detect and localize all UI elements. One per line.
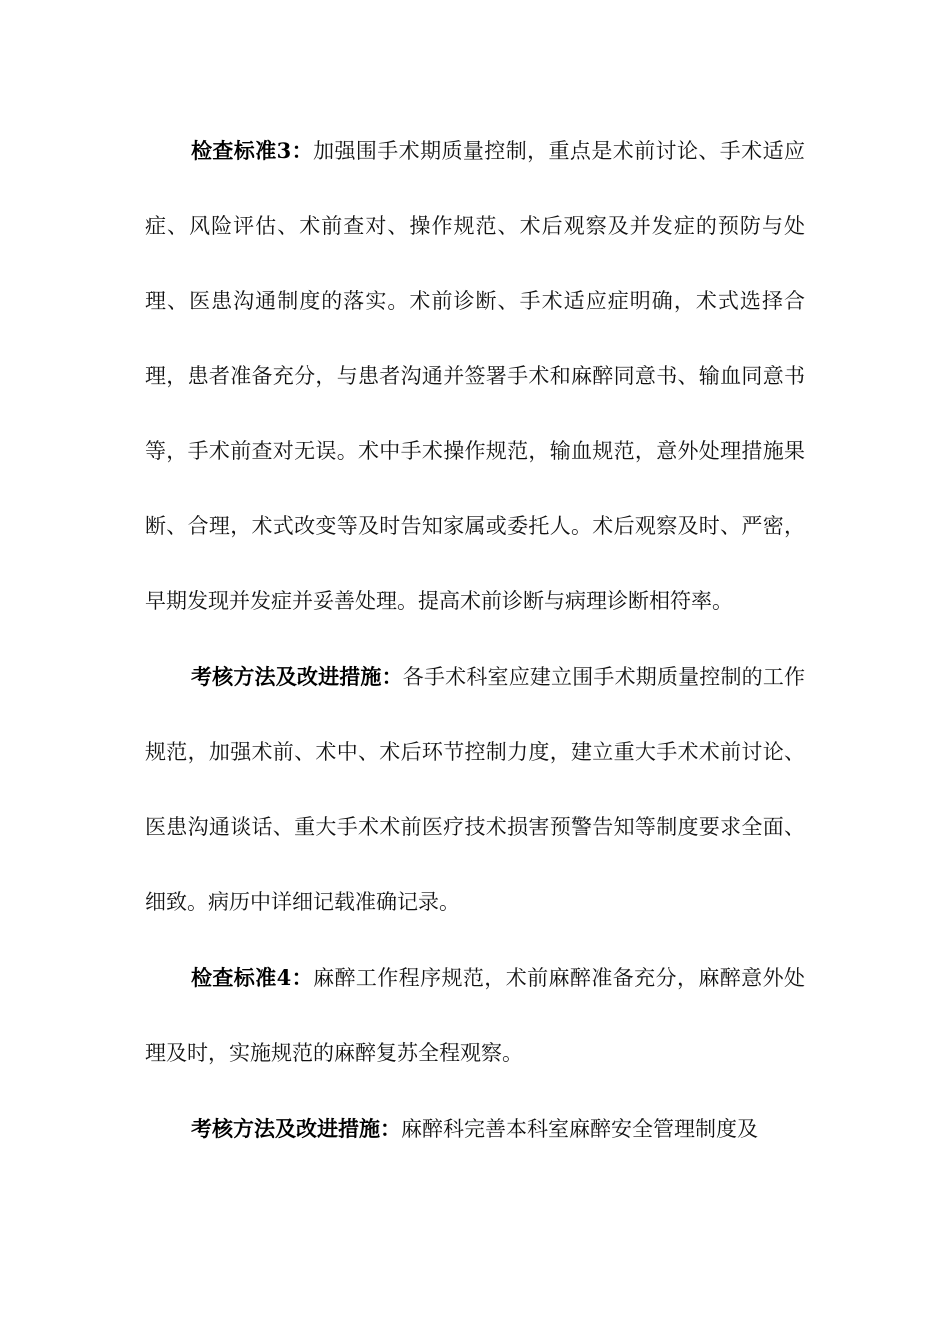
standard-3-heading: 检查标准3：	[191, 138, 314, 163]
standard-4-heading: 检查标准4：	[191, 965, 314, 990]
paragraph-assessment-4	[145, 1091, 805, 1167]
assessment-3-heading: 考核方法及改进措施：	[191, 664, 403, 689]
standard-4-body: 麻醉工作程序规范，术前麻醉准备充分，麻醉意外处理及时，实施规范的麻醉复苏全程观察。	[145, 966, 805, 1065]
assessment-4-heading: 考核方法及改进措施：	[191, 1116, 401, 1141]
paragraph-standard-3	[145, 113, 805, 639]
standard-3-body: 加强围手术期质量控制，重点是术前讨论、手术适应症、风险评估、术前查对、操作规范、术后观察及并发症的预防与处理、医患沟通制度的落实。术前诊断、手术适应症明确，术式选择合理，患者准备充分，与患者沟通并签署手术和麻醉同意书、输血同意书等，手术前查对无误。术中手术操作规范，输血规范，意外处理措施果断、合理，术式改变等及时告知家属或委托人。术后观察及时、严密，早期发现并发症并妥善处理。提高术前诊断与病理诊断相符率。	[145, 139, 805, 613]
paragraph-assessment-3	[145, 639, 805, 940]
document-page	[145, 113, 805, 1167]
paragraph-standard-4	[145, 940, 805, 1091]
assessment-3-body: 各手术科室应建立围手术期质量控制的工作规范，加强术前、术中、术后环节控制力度，建立重大手术术前讨论、医患沟通谈话、重大手术术前医疗技术损害预警告知等制度要求全面、细致。病历中详细记载准确记录。	[145, 665, 806, 914]
assessment-4-body: 麻醉科完善本科室麻醉安全管理制度及	[401, 1117, 758, 1141]
